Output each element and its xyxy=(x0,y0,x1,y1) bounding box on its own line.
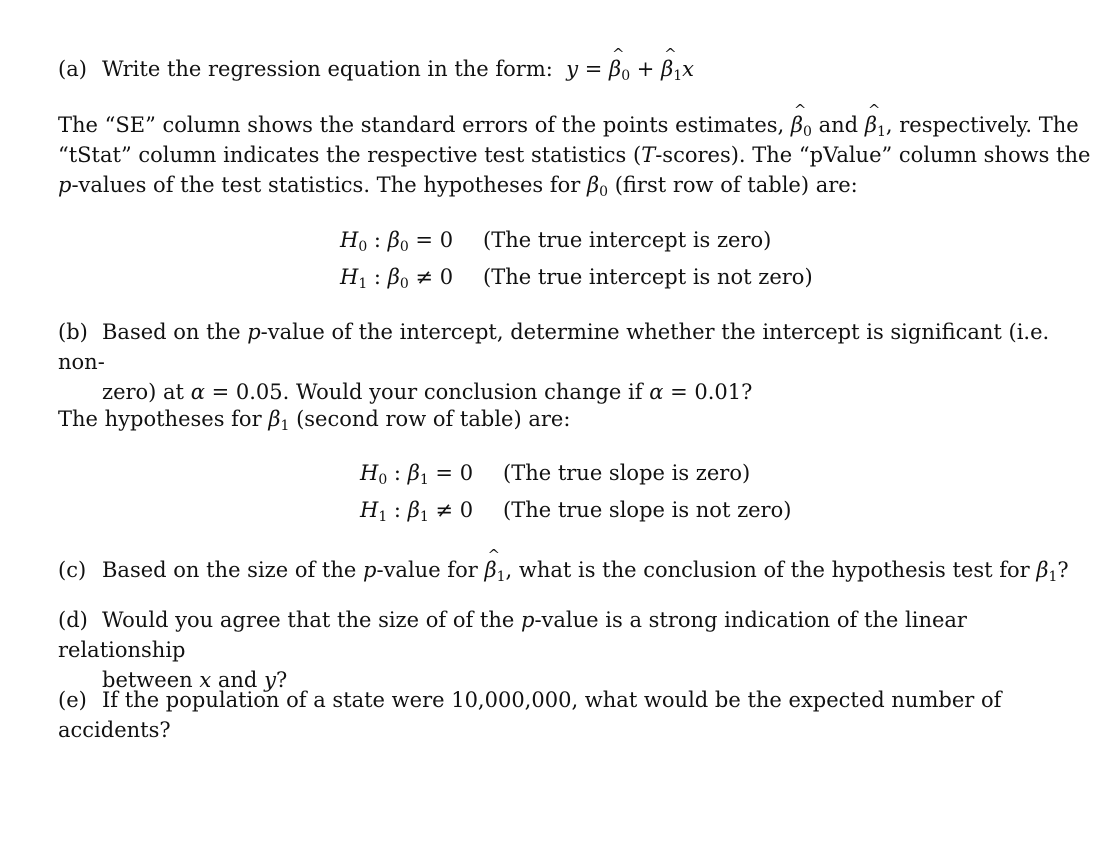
se-paragraph-line-1: The “SE” column shows the standard errors of the points estimates, ^ $\beta_0$ and ^ $\beta_1$, respectively. The xyxy=(58,110,1098,140)
question-d-text-1: Would you agree that the size of of the xyxy=(102,608,515,632)
h0-beta0-note: (The true intercept is zero) xyxy=(483,228,772,252)
beta1-hat-symbol: ^ β xyxy=(865,110,877,140)
h1-beta0-note: (The true intercept is not zero) xyxy=(483,265,813,289)
question-b-text-3: zero) at xyxy=(102,380,185,404)
h0-beta0-math: $H_0$ : $\beta_0 = 0$ xyxy=(340,228,454,255)
h1-beta0-row xyxy=(340,259,813,296)
beta1-intro-text-2: (second row of table) are: xyxy=(296,407,571,431)
question-c-text-2: -value for xyxy=(376,558,478,582)
y-symbol: y xyxy=(264,668,276,692)
beta0-hat-symbol: ^ β xyxy=(791,110,803,140)
question-d-text-2: -value is a strong indication of the linear relationship xyxy=(58,608,967,662)
question-c-label: (c) xyxy=(58,558,87,582)
se-text-5: -values of the test statistics. The hypotheses for xyxy=(71,173,581,197)
question-a-text: Write the regression equation in the form: xyxy=(102,57,553,81)
question-b xyxy=(58,317,1098,407)
question-c: (c) Based on the size of the p-value for ^ $\beta_1$, what is the conclusion of the hypothesis test for $\beta_1$? xyxy=(58,555,1098,585)
question-c-text-3: , what is the conclusion of the hypothesis test for xyxy=(505,558,1030,582)
se-text-3: “tStat” column indicates the respective test statistics ( xyxy=(58,143,642,167)
beta0-symbol: β xyxy=(586,173,600,197)
se-paragraph-line-3: p-values of the test statistics. The hypotheses for $\beta_0$ (first row of table) are: xyxy=(58,173,858,200)
question-a xyxy=(58,54,1098,84)
p-symbol: p xyxy=(58,173,72,197)
question-d-label: (d) xyxy=(58,608,88,632)
hypotheses-beta0 xyxy=(340,222,813,296)
question-d xyxy=(58,605,1098,695)
question-d-text-4: and xyxy=(217,668,258,692)
beta1-hat-symbol: ^ β xyxy=(484,555,496,585)
se-text-6: (first row of table) are: xyxy=(614,173,858,197)
question-d-line-1 xyxy=(58,605,1098,665)
h1-beta1-math: $H_1$ : $\beta_1 \ne 0$ xyxy=(360,498,474,525)
x-symbol: x xyxy=(199,668,212,692)
se-paragraph xyxy=(58,110,1098,200)
hypotheses-beta1 xyxy=(360,455,791,529)
beta1-intro-text-1: The hypotheses for xyxy=(58,407,262,431)
question-b-text-5: = 0.01? xyxy=(670,380,753,404)
beta1-symbol: β xyxy=(1036,558,1049,582)
alpha-symbol: α xyxy=(649,380,664,404)
question-e-label: (e) xyxy=(58,688,87,712)
question-b-line-2 xyxy=(58,377,1098,407)
h1-beta1-row xyxy=(360,492,791,529)
question-c-text-1: Based on the size of the xyxy=(102,558,357,582)
p-symbol: p xyxy=(247,320,261,344)
question-e-text: If the population of a state were 10,000,000, what would be the expected number of accidents? xyxy=(58,688,1002,742)
question-b-line-1 xyxy=(58,317,1098,377)
beta1-symbol: β xyxy=(268,407,281,431)
h1-beta1-note: (The true slope is not zero) xyxy=(503,498,792,522)
question-b-label: (b) xyxy=(58,320,88,344)
h1-beta0-math: $H_1$ : $\beta_0 \ne 0$ xyxy=(340,265,454,292)
beta1-intro: The hypotheses for $\beta_1$ (second row of table) are: xyxy=(58,407,571,434)
se-text-2: , respectively. The xyxy=(885,113,1079,137)
h0-beta0-row xyxy=(340,222,813,259)
question-d-text-5: ? xyxy=(275,668,288,692)
se-text-1: The “SE” column shows the standard errors of the points estimates, xyxy=(58,113,785,137)
question-c-text-4: ? xyxy=(1057,558,1069,582)
p-symbol: p xyxy=(521,608,535,632)
se-paragraph-line-2 xyxy=(58,140,1098,170)
question-a-label: (a) xyxy=(58,57,87,81)
question-b-text-4: = 0.05. Would your conclusion change if xyxy=(211,380,643,404)
p-symbol: p xyxy=(363,558,377,582)
question-d-text-3: between xyxy=(102,668,193,692)
h0-beta1-math: $H_0$ : $\beta_1 = 0$ xyxy=(360,461,474,488)
alpha-symbol: α xyxy=(190,380,205,404)
regression-equation: y = ^ $\beta_0$ + ^ $\beta_1x$ xyxy=(560,57,694,81)
se-text-4: -scores). The “pValue” column shows the xyxy=(655,143,1091,167)
h0-beta1-row xyxy=(360,455,791,492)
question-b-text-2: -value of the intercept, determine whether the intercept is significant (i.e. non- xyxy=(58,320,1050,374)
question-b-text-1: Based on the xyxy=(102,320,241,344)
t-symbol: T xyxy=(641,143,656,167)
h0-beta1-note: (The true slope is zero) xyxy=(503,461,751,485)
and-word: and xyxy=(818,113,859,137)
question-e xyxy=(58,685,1098,745)
